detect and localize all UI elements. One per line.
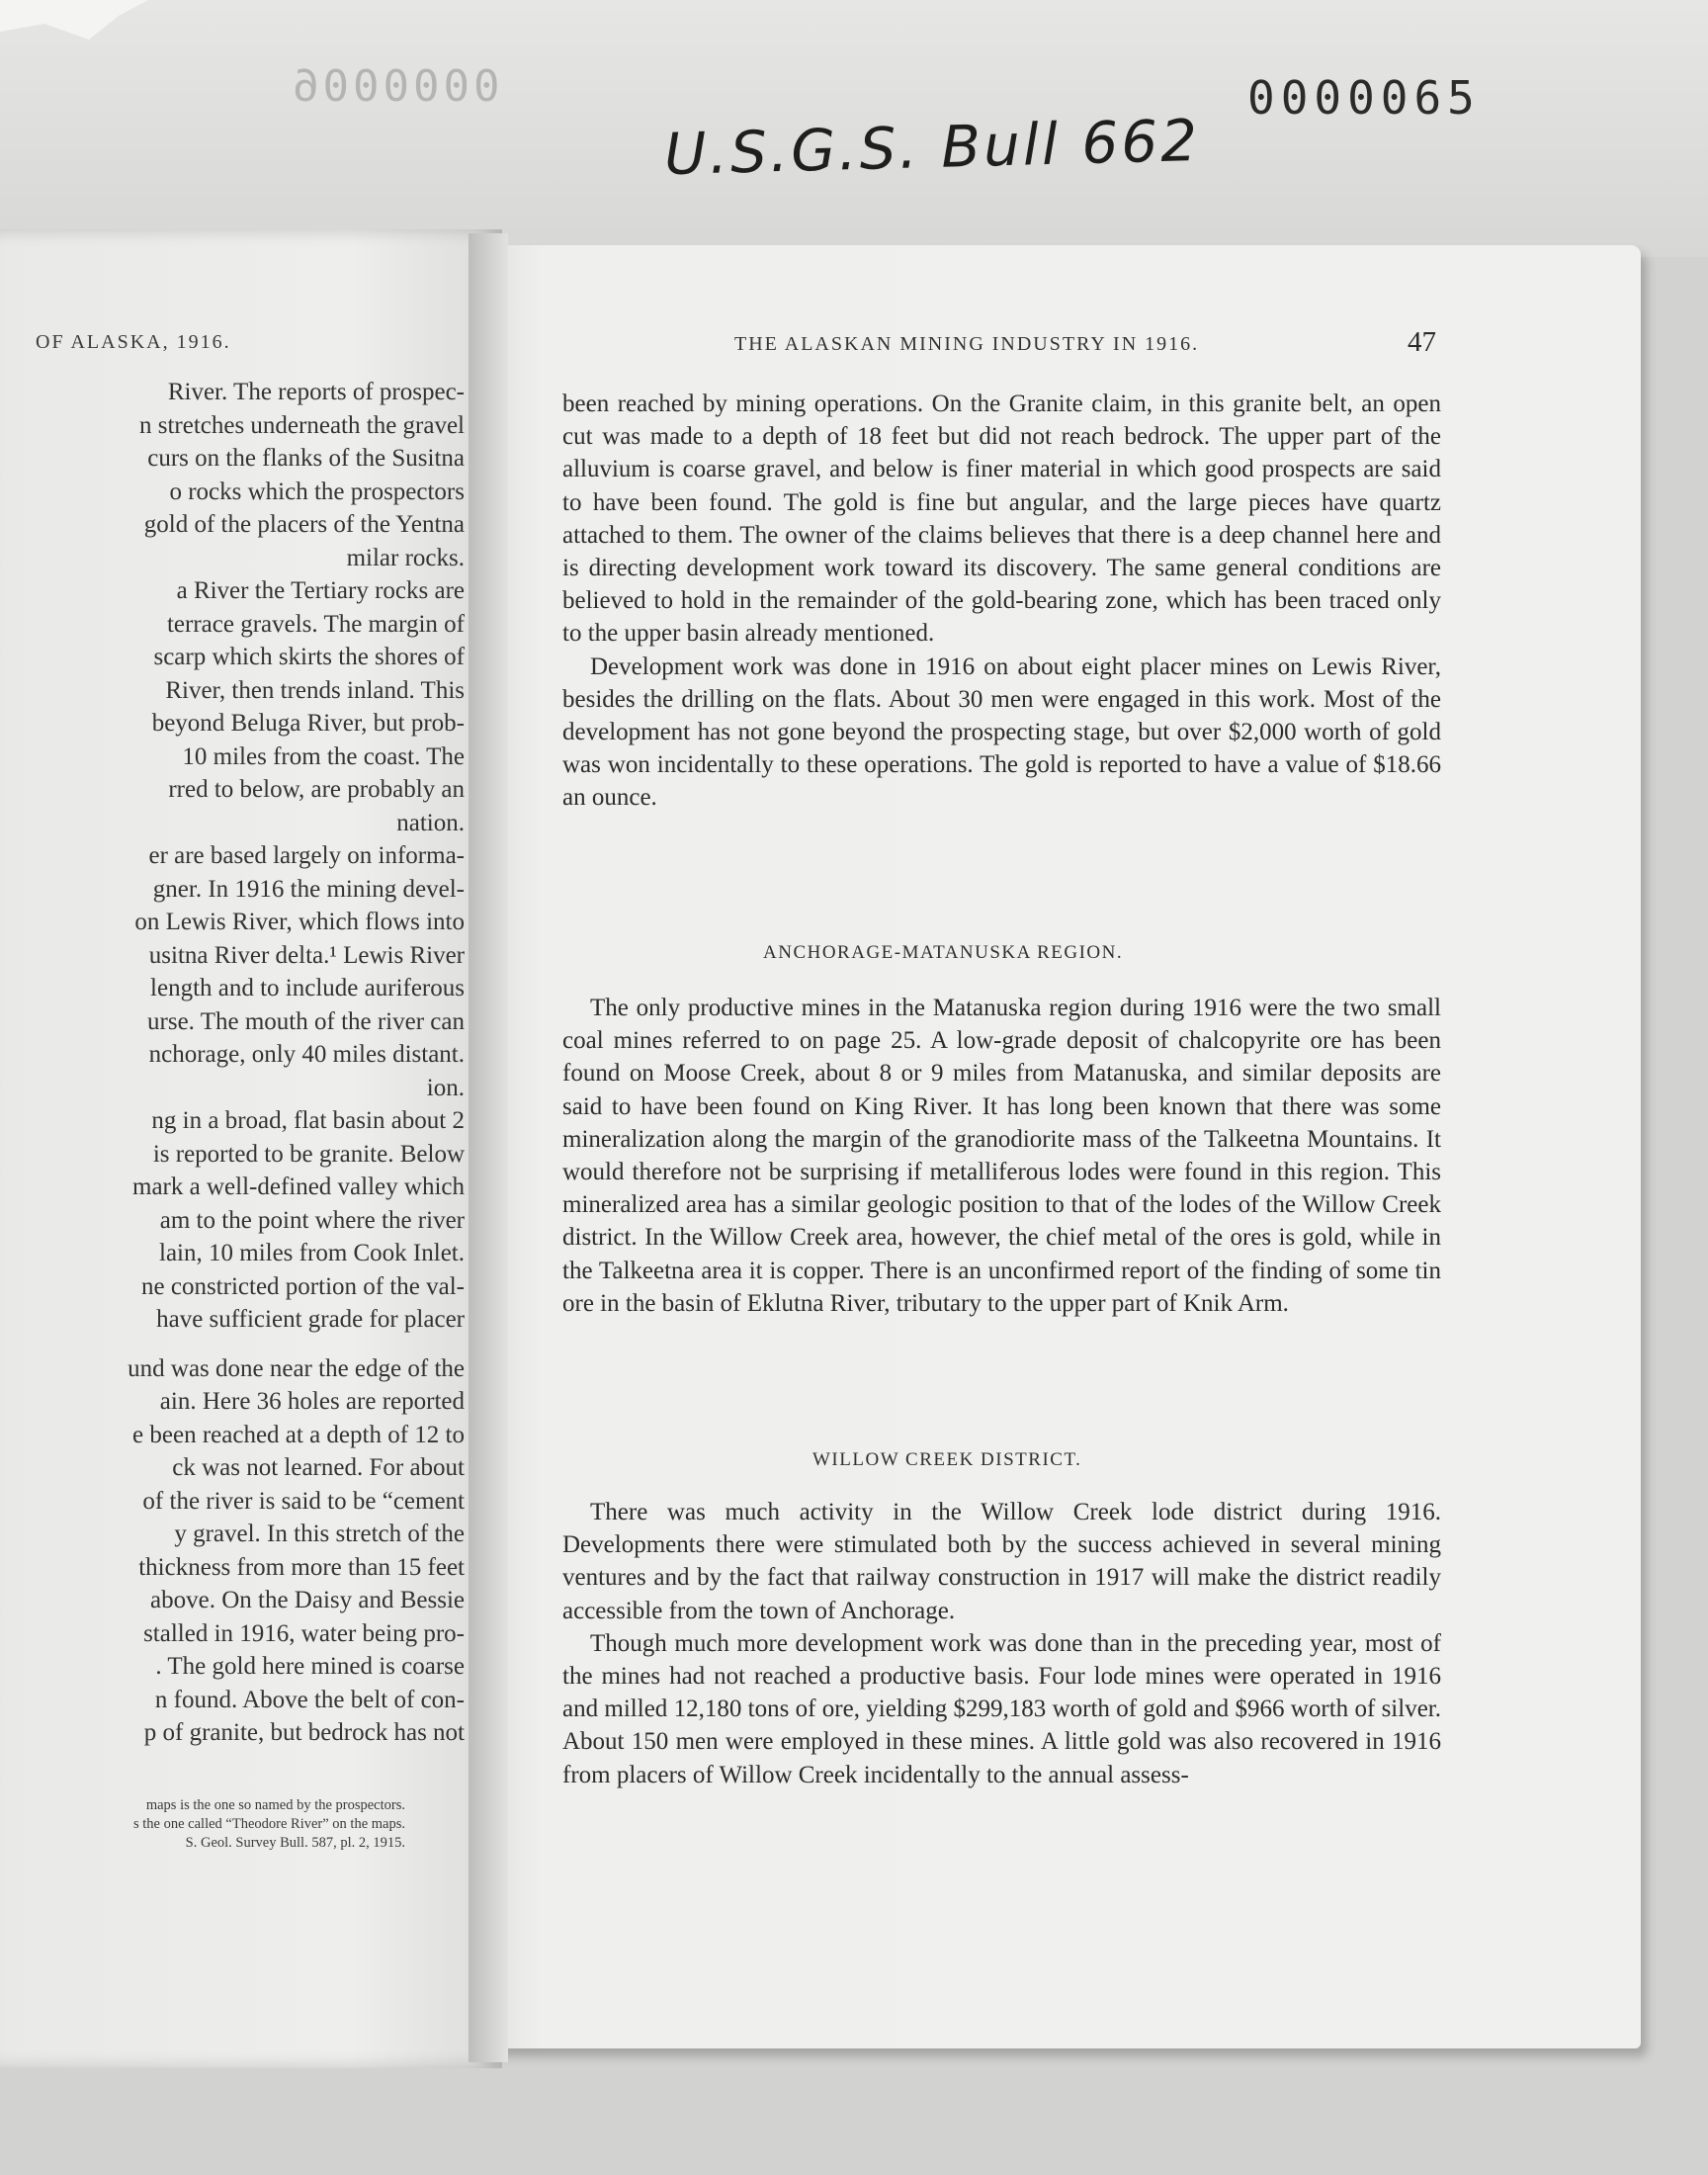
left-page-line: above. On the Daisy and Bessie: [150, 1587, 465, 1613]
left-page-line: have sufficient grade for placer: [156, 1306, 465, 1333]
left-page-line: am to the point where the river: [159, 1206, 465, 1234]
left-page-line: n stretches underneath the gravel: [138, 411, 465, 439]
left-page-line: milar rocks.: [346, 544, 465, 571]
left-page-line: stalled in 1916, water being pro-: [143, 1619, 465, 1647]
left-page-line: er are based largely on informa-: [148, 842, 465, 869]
left-page-line: curs on the flanks of the Susitna: [147, 445, 465, 472]
left-page-line: nation.: [396, 809, 465, 836]
stamp-number: 0000065: [1247, 71, 1481, 125]
left-page-line: ain. Here 36 holes are reported: [159, 1388, 465, 1415]
left-page-line: p of granite, but bedrock has not: [143, 1719, 465, 1746]
left-page-line: mark a well-defined valley which: [132, 1174, 465, 1200]
left-page-line: rred to below, are probably an: [168, 776, 465, 803]
left-page-line: y gravel. In this stretch of the: [174, 1521, 465, 1547]
right-column-top: [562, 388, 1441, 815]
left-page-line: n found. Above the belt of con-: [154, 1686, 465, 1713]
left-running-head: OF ALASKA, 1916.: [36, 331, 231, 353]
right-column-middle: [562, 992, 1441, 1320]
right-running-head: THE ALASKAN MINING INDUSTRY IN 1916.: [734, 333, 1200, 355]
paragraph: Though much more development work was done than in the preceding year, most of the mines had not reached a productive basis. Four lode mines were operated in 1916 and milled 12,180 tons of ore, yielding $299,183 worth of gold and $966 worth of silver. About 150 men were employed in these mines. A little gold was also recovered in 1916 from placers of Willow Creek incidentally to the annual assess-: [562, 1629, 1441, 1788]
paragraph: The only productive mines in the Matanuska region during 1916 were the two small coal mines referred to on page 25. A low-grade deposit of chalcopyrite ore has been found on Moose Creek, about 8 or 9 miles from Matanuska, and similar deposits are said to have been found on King River. It has long been known that there was some mineralization along the margin of the granodiorite mass of the Talkeetna Mountains. It would therefore not be surprising if metalliferous lodes were found in this region. This mineralized area has a similar geologic position to that of the lodes of the Willow Creek district. In the Willow Creek area, however, the chief metal of the ores is gold, while in the Talkeetna area it is copper. There is an unconfirmed report of the finding of some tin ore in the basin of Eklutna River, tributary to the upper part of Knik Arm.: [562, 995, 1441, 1317]
book-gutter: [469, 233, 508, 2062]
left-page-line: is reported to be granite. Below: [152, 1140, 465, 1168]
left-page-line: ng in a broad, flat basin about 2: [151, 1107, 465, 1134]
paragraph: Development work was done in 1916 on about eight placer mines on Lewis River, besides the drilling on the flats. About 30 men were engaged in this work. Most of the development has not gone beyond the prospecting stage, but over $2,000 worth of gold was won incidentally to these operations. The gold is reported to have a value of $18.66 an ounce.: [562, 652, 1441, 812]
left-page-text: [0, 376, 465, 1750]
section-heading: ANCHORAGE-MATANUSKA REGION.: [763, 942, 1124, 963]
left-page-line: usitna River delta.¹ Lewis River: [148, 941, 465, 969]
left-page-line: ion.: [426, 1074, 465, 1101]
left-page-footnote: [0, 1796, 405, 1853]
left-page-line: terrace gravels. The margin of: [166, 610, 465, 638]
left-page-line: on Lewis River, which flows into: [134, 909, 465, 935]
footnote-line: s the one called “Theodore River” on the maps.: [133, 1816, 405, 1832]
left-page-line: gner. In 1916 the mining devel-: [152, 875, 465, 903]
footnote-line: S. Geol. Survey Bull. 587, pl. 2, 1915.: [185, 1835, 405, 1851]
left-page-line: beyond Beluga River, but prob-: [151, 710, 465, 737]
left-page-line: und was done near the edge of the: [128, 1354, 465, 1382]
left-page-line: . The gold here mined is coarse: [155, 1653, 465, 1680]
left-page-line: [0, 1337, 465, 1352]
left-page-line: River, then trends inland. This: [165, 676, 465, 704]
section-heading: WILLOW CREEK DISTRICT.: [812, 1449, 1082, 1470]
left-page-line: o rocks which the prospectors: [169, 478, 465, 505]
handwritten-note: U.S.G.S. Bull 662: [663, 106, 1201, 189]
footnote-line: maps is the one so named by the prospectors.: [145, 1797, 405, 1813]
paragraph: There was much activity in the Willow Creek lode district during 1916. Developments there were stimulated both by the success achieved in several mining ventures and by the fact that railway construction in 1917 will make the district readily accessible from the town of Anchorage.: [562, 1499, 1441, 1624]
stamp-ghost-number: 0000006: [289, 61, 500, 112]
left-page-line: scarp which skirts the shores of: [153, 644, 465, 670]
left-page-line: length and to include auriferous: [150, 975, 465, 1001]
left-page-line: gold of the placers of the Yentna: [143, 511, 465, 538]
left-page-line: of the river is said to be “cement: [142, 1487, 465, 1515]
paragraph: been reached by mining operations. On the Granite claim, in this granite belt, an open cut was made to a depth of 18 feet but did not reach bedrock. The upper part of the alluvium is coarse gravel, and below is finer material in which good prospects are said to have been found. The gold is fine but angular, and the large pieces have quartz attached to them. The owner of the claims believes that there is a deep channel here and is directing development work toward its discovery. The same general conditions are believed to hold in the remainder of the gold-bearing zone, which has been traced only to the upper basin already mentioned.: [562, 391, 1441, 648]
left-page-line: thickness from more than 15 feet: [138, 1553, 465, 1581]
left-page-line: ne constricted portion of the val-: [141, 1272, 465, 1300]
page-number: 47: [1408, 326, 1436, 358]
left-page-line: urse. The mouth of the river can: [147, 1007, 465, 1035]
left-page-line: a River the Tertiary rocks are: [176, 577, 465, 604]
right-column-bottom: [562, 1496, 1441, 1791]
left-page-line: ck was not learned. For about: [172, 1454, 465, 1481]
left-page-line: lain, 10 miles from Cook Inlet.: [159, 1240, 465, 1266]
left-page-line: e been reached at a depth of 12 to: [132, 1421, 465, 1448]
left-page-line: nchorage, only 40 miles distant.: [148, 1041, 465, 1068]
left-page-line: River. The reports of prospec-: [167, 379, 465, 405]
left-page-line: 10 miles from the coast. The: [182, 742, 465, 770]
